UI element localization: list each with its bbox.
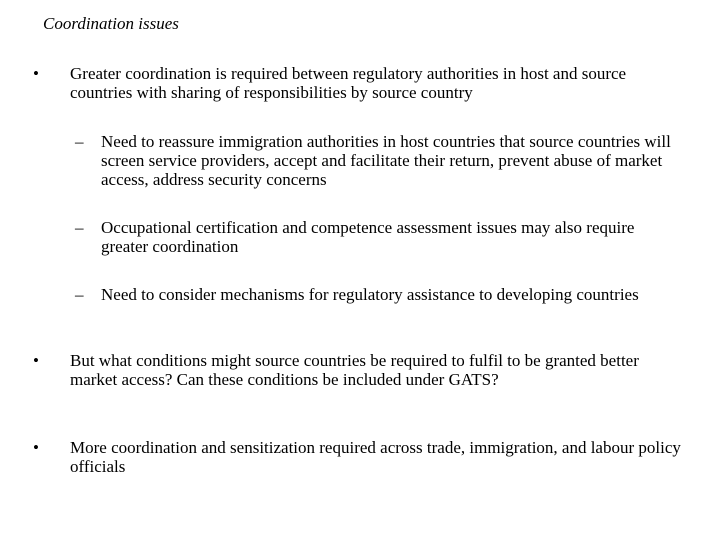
bullet-marker: • bbox=[33, 351, 39, 370]
sub-item-1 bbox=[75, 132, 680, 189]
sub-text: Need to reassure immigration authorities in host countries that source countries will screen service providers, accept and facilitate their return, prevent abuse of market access, address security concerns bbox=[101, 132, 671, 189]
sub-text: Need to consider mechanisms for regulatory assistance to developing countries bbox=[101, 285, 639, 304]
bullet-marker: • bbox=[33, 64, 39, 83]
bullet-text: Greater coordination is required between regulatory authorities in host and source countries with sharing of responsibilities by source country bbox=[70, 64, 627, 102]
sub-item-2 bbox=[75, 218, 680, 256]
sub-marker: – bbox=[75, 218, 84, 237]
bullet-marker: • bbox=[33, 438, 39, 457]
sub-marker: – bbox=[75, 285, 84, 304]
bullet-text: But what conditions might source countries be required to fulfil to be granted better market access? Can these conditions be included under GATS? bbox=[70, 351, 639, 389]
bullet-item-2 bbox=[33, 351, 683, 389]
sub-item-3 bbox=[75, 285, 680, 304]
sub-marker: – bbox=[75, 132, 84, 151]
bullet-text: More coordination and sensitization required across trade, immigration, and labour policy officials bbox=[70, 438, 681, 476]
bullet-item-3 bbox=[33, 438, 683, 476]
sub-text: Occupational certification and competence assessment issues may also require greater coordination bbox=[101, 218, 635, 256]
bullet-item-1 bbox=[33, 64, 683, 102]
slide-title: Coordination issues bbox=[43, 14, 179, 33]
